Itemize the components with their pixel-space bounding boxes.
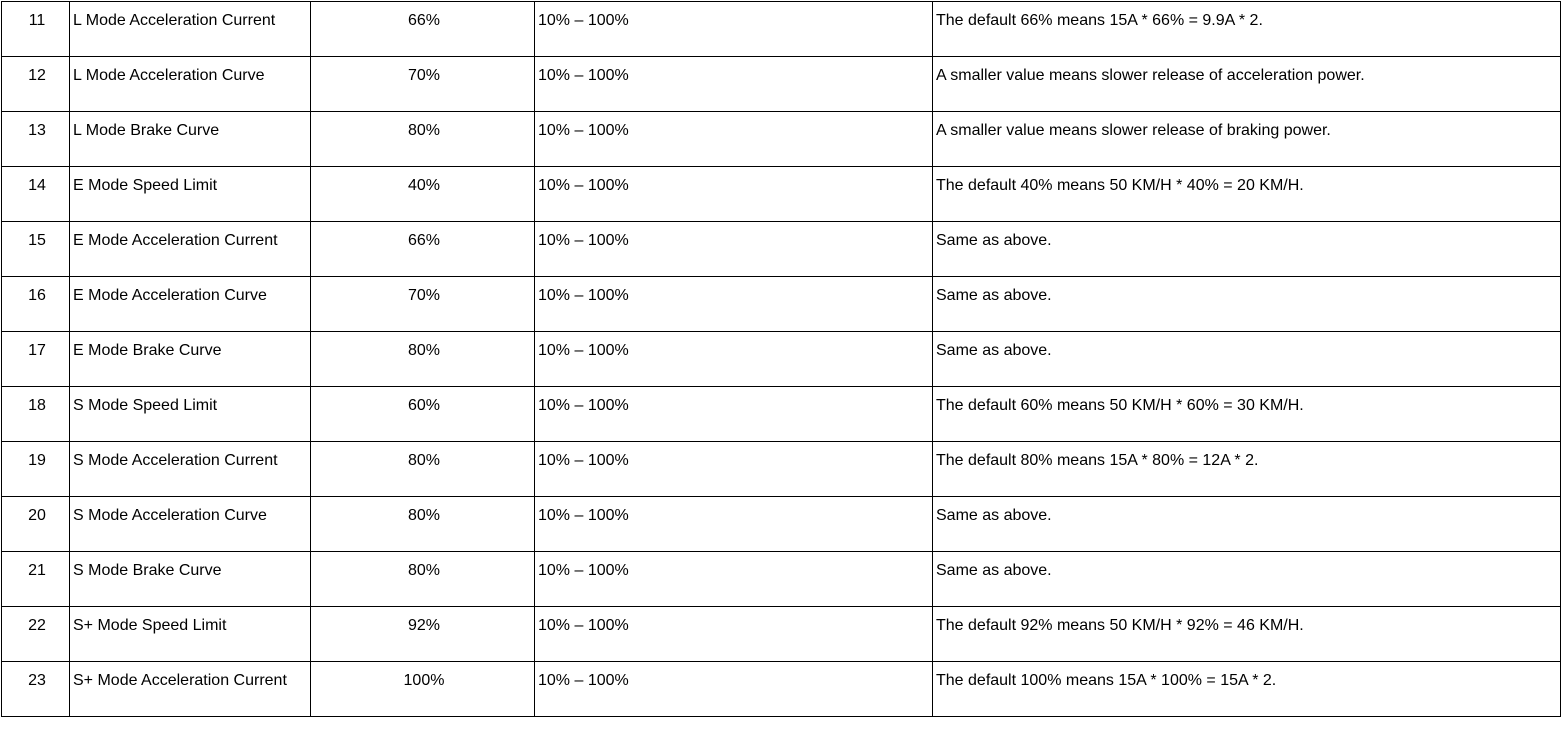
table-row [2, 607, 1561, 662]
param-number-cell [2, 497, 70, 552]
param-description-cell [933, 2, 1561, 57]
param-default-cell [311, 277, 535, 332]
param-range-cell-text: 10% – 100% [538, 177, 629, 194]
param-number-cell [2, 552, 70, 607]
table-row [2, 222, 1561, 277]
param-range-cell-text: 10% – 100% [538, 507, 629, 524]
param-number-cell [2, 442, 70, 497]
param-description-cell-text: Same as above. [936, 562, 1052, 579]
param-name-cell [70, 57, 311, 112]
param-name-cell-text: E Mode Acceleration Curve [73, 287, 267, 304]
param-description-cell [933, 552, 1561, 607]
param-name-cell-text: S Mode Acceleration Curve [73, 507, 267, 524]
param-number-cell-text: 21 [28, 562, 46, 579]
table-row [2, 387, 1561, 442]
param-name-cell [70, 222, 311, 277]
param-range-cell [535, 2, 933, 57]
param-description-cell-text: The default 40% means 50 KM/H * 40% = 20 KM/H. [936, 177, 1304, 194]
param-number-cell-text: 22 [28, 617, 46, 634]
param-number-cell [2, 387, 70, 442]
param-default-cell [311, 2, 535, 57]
param-range-cell [535, 57, 933, 112]
param-name-cell [70, 112, 311, 167]
param-description-cell-text: The default 80% means 15A * 80% = 12A * 2. [936, 452, 1259, 469]
param-description-cell [933, 662, 1561, 717]
param-default-cell [311, 222, 535, 277]
param-name-cell [70, 387, 311, 442]
param-default-cell [311, 662, 535, 717]
param-name-cell-text: E Mode Speed Limit [73, 177, 218, 194]
param-description-cell-text: The default 60% means 50 KM/H * 60% = 30 KM/H. [936, 397, 1304, 414]
param-range-cell [535, 552, 933, 607]
param-number-cell-text: 19 [28, 452, 46, 469]
param-name-cell [70, 167, 311, 222]
table-row [2, 332, 1561, 387]
param-number-cell [2, 662, 70, 717]
param-range-cell-text: 10% – 100% [538, 617, 629, 634]
table-row [2, 497, 1561, 552]
param-name-cell-text: L Mode Brake Curve [73, 122, 220, 139]
param-number-cell-text: 11 [28, 12, 46, 29]
param-default-cell [311, 442, 535, 497]
param-range-cell [535, 497, 933, 552]
table-row [2, 552, 1561, 607]
param-default-cell [311, 332, 535, 387]
param-default-cell [311, 387, 535, 442]
param-default-cell-text: 100% [403, 672, 445, 689]
parameter-table-body [2, 2, 1561, 717]
param-range-cell [535, 222, 933, 277]
table-row [2, 57, 1561, 112]
param-name-cell [70, 442, 311, 497]
param-description-cell-text: A smaller value means slower release of acceleration power. [936, 67, 1365, 84]
param-default-cell-text: 80% [407, 452, 441, 469]
param-default-cell [311, 57, 535, 112]
param-number-cell-text: 17 [28, 342, 46, 359]
param-description-cell-text: The default 100% means 15A * 100% = 15A * 2. [936, 672, 1277, 689]
param-range-cell-text: 10% – 100% [538, 287, 629, 304]
param-name-cell-text: E Mode Acceleration Current [73, 232, 278, 249]
param-number-cell [2, 607, 70, 662]
param-number-cell [2, 222, 70, 277]
param-number-cell-text: 23 [28, 672, 46, 689]
param-description-cell [933, 222, 1561, 277]
param-number-cell [2, 167, 70, 222]
param-range-cell-text: 10% – 100% [538, 122, 629, 139]
param-number-cell [2, 277, 70, 332]
param-range-cell [535, 277, 933, 332]
param-range-cell [535, 332, 933, 387]
param-name-cell-text: S Mode Brake Curve [73, 562, 222, 579]
param-description-cell [933, 387, 1561, 442]
param-range-cell-text: 10% – 100% [538, 12, 629, 29]
param-number-cell-text: 14 [28, 177, 46, 194]
param-default-cell-text: 80% [407, 342, 441, 359]
param-description-cell [933, 442, 1561, 497]
param-range-cell-text: 10% – 100% [538, 342, 629, 359]
param-number-cell [2, 332, 70, 387]
param-number-cell-text: 15 [28, 232, 46, 249]
param-description-cell-text: The default 66% means 15A * 66% = 9.9A * 2. [936, 12, 1263, 29]
table-row [2, 167, 1561, 222]
param-range-cell-text: 10% – 100% [538, 562, 629, 579]
param-description-cell [933, 607, 1561, 662]
param-range-cell [535, 167, 933, 222]
param-description-cell [933, 277, 1561, 332]
param-default-cell-text: 92% [407, 617, 441, 634]
param-range-cell-text: 10% – 100% [538, 232, 629, 249]
param-number-cell-text: 12 [28, 67, 46, 84]
param-number-cell-text: 20 [28, 507, 46, 524]
param-description-cell [933, 112, 1561, 167]
param-number-cell [2, 2, 70, 57]
param-range-cell [535, 112, 933, 167]
param-default-cell-text: 66% [407, 12, 441, 29]
param-name-cell-text: L Mode Acceleration Current [73, 12, 276, 29]
param-name-cell-text: S+ Mode Speed Limit [73, 617, 227, 634]
param-default-cell-text: 80% [407, 507, 441, 524]
param-number-cell [2, 112, 70, 167]
param-description-cell-text: Same as above. [936, 287, 1052, 304]
table-row [2, 2, 1561, 57]
param-name-cell-text: S Mode Acceleration Current [73, 452, 278, 469]
param-range-cell-text: 10% – 100% [538, 397, 629, 414]
param-number-cell [2, 57, 70, 112]
param-name-cell [70, 552, 311, 607]
table-row [2, 112, 1561, 167]
param-range-cell-text: 10% – 100% [538, 452, 629, 469]
parameter-table [1, 1, 1561, 717]
param-default-cell [311, 607, 535, 662]
param-description-cell-text: The default 92% means 50 KM/H * 92% = 46 KM/H. [936, 617, 1304, 634]
param-default-cell-text: 80% [407, 562, 441, 579]
param-default-cell-text: 70% [407, 287, 441, 304]
param-number-cell-text: 18 [28, 397, 46, 414]
param-range-cell [535, 607, 933, 662]
param-name-cell [70, 607, 311, 662]
param-description-cell [933, 497, 1561, 552]
param-description-cell [933, 332, 1561, 387]
param-default-cell-text: 80% [407, 122, 441, 139]
param-range-cell [535, 442, 933, 497]
table-row [2, 277, 1561, 332]
param-name-cell-text: E Mode Brake Curve [73, 342, 222, 359]
param-default-cell-text: 70% [407, 67, 441, 84]
param-description-cell-text: Same as above. [936, 232, 1052, 249]
param-default-cell-text: 66% [407, 232, 441, 249]
param-range-cell-text: 10% – 100% [538, 672, 629, 689]
param-name-cell-text: S Mode Speed Limit [73, 397, 218, 414]
param-description-cell-text: Same as above. [936, 342, 1052, 359]
param-default-cell [311, 167, 535, 222]
param-default-cell [311, 497, 535, 552]
param-range-cell-text: 10% – 100% [538, 67, 629, 84]
param-range-cell [535, 387, 933, 442]
table-row [2, 662, 1561, 717]
param-name-cell [70, 332, 311, 387]
param-name-cell [70, 277, 311, 332]
param-description-cell-text: A smaller value means slower release of braking power. [936, 122, 1331, 139]
param-description-cell [933, 57, 1561, 112]
param-description-cell-text: Same as above. [936, 507, 1052, 524]
param-default-cell [311, 552, 535, 607]
param-number-cell-text: 13 [28, 122, 46, 139]
param-name-cell [70, 2, 311, 57]
param-default-cell-text: 60% [407, 397, 441, 414]
param-number-cell-text: 16 [28, 287, 46, 304]
param-name-cell [70, 662, 311, 717]
table-row [2, 442, 1561, 497]
param-description-cell [933, 167, 1561, 222]
param-name-cell-text: S+ Mode Acceleration Current [73, 672, 287, 689]
param-default-cell-text: 40% [407, 177, 441, 194]
param-range-cell [535, 662, 933, 717]
param-name-cell [70, 497, 311, 552]
param-name-cell-text: L Mode Acceleration Curve [73, 67, 265, 84]
param-default-cell [311, 112, 535, 167]
